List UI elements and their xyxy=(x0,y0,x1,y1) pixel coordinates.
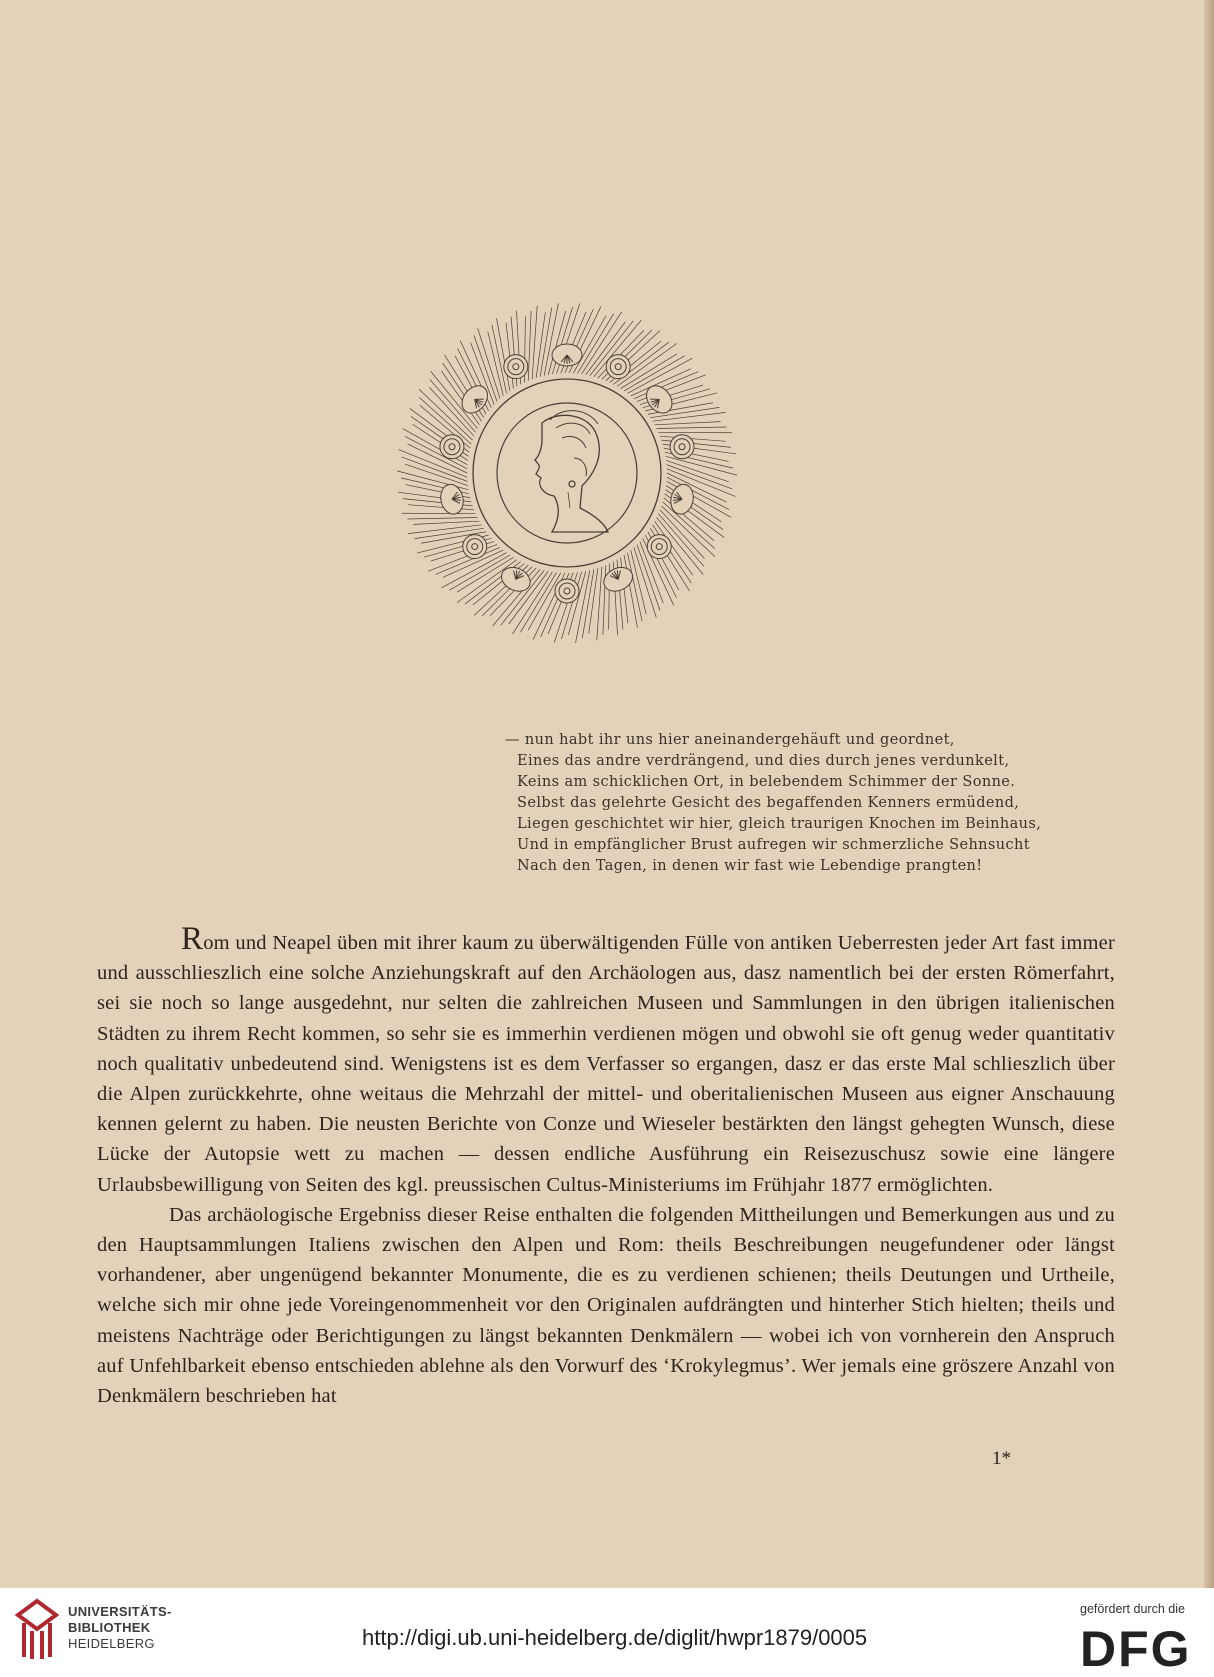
hatch-line xyxy=(666,460,729,481)
permalink-url[interactable]: http://digi.ub.uni-heidelberg.de/diglit/hwpr1879/0005 xyxy=(362,1625,868,1650)
signature-mark: 1* xyxy=(992,1448,1011,1469)
hatch-line xyxy=(603,565,606,635)
sponsor-caption: gefördert durch die xyxy=(1080,1602,1185,1616)
rosette-icon xyxy=(504,355,528,379)
verse-line: Und in empfänglicher Brust aufregen wir schmerzliche Sehnsucht xyxy=(517,837,1030,853)
epigraph-verse xyxy=(505,730,1065,877)
hatch-line xyxy=(528,311,531,381)
ornament-ring xyxy=(438,344,696,603)
library-line: UNIVERSITÄTS- xyxy=(68,1604,172,1619)
hatch-line xyxy=(532,306,537,380)
rosette-icon xyxy=(555,579,579,603)
palmette-icon xyxy=(641,381,677,418)
drop-capital: R xyxy=(181,921,204,957)
verse-line: Nach den Tagen, in denen wir fast wie Lebendige prangten! xyxy=(517,858,983,874)
hatch-line xyxy=(667,465,733,489)
hatch-line xyxy=(402,457,468,481)
hatch-line xyxy=(655,422,721,425)
hatch-line xyxy=(634,547,656,617)
verse-line: — nun habt ihr uns hier aneinandergehäuft und geordnet, xyxy=(505,732,955,748)
hatch-line xyxy=(413,521,479,524)
engraved-emblem-icon xyxy=(392,298,742,648)
verse-line: Eines das andre verdrängend, und dies durch jenes verdunkelt, xyxy=(517,753,1010,769)
library-line: BIBLIOTHEK xyxy=(68,1620,151,1635)
verse-line: Keins am schicklichen Ort, in belebendem Schimmer der Sonne. xyxy=(517,774,1016,790)
palmette-icon xyxy=(498,563,535,596)
rosette-icon xyxy=(670,435,694,459)
hatch-line xyxy=(660,436,726,441)
library-name xyxy=(68,1604,172,1652)
palmette-icon xyxy=(552,344,582,366)
library-line: HEIDELBERG xyxy=(68,1636,155,1651)
ub-heidelberg-logo-icon xyxy=(14,1597,60,1663)
paragraph: Das archäologische Ergebniss dieser Reise enthalten die folgenden Mittheilungen und Bemerkungen aus und zu den Hauptsammlungen Italiens zwischen den Alpen und Rom: theils Beschreibungen neugefundener oder längst vorhandener, aber ungenügend bekannter Monumente, die es zu verdienen schienen; theils Deutungen und Urtheile, welche sich mir ohne jede Voreingenommenheit vor den Originalen aufdrängten und hinterher Stich hielten; theils und meistens Nachträge oder Berichtigungen zu längst bekannten Denkmälern — wobei ich von vornherein den Anspruch auf Unfehlbarkeit ebenso entschieden ablehne als den Vorwurf des ‘Krokylegmus’. Wer jemals eine gröszere Anzahl von Denkmälern beschrieben hat xyxy=(97,1203,1115,1408)
palmette-icon xyxy=(668,482,696,516)
rosette-icon xyxy=(440,435,464,459)
hatch-line xyxy=(408,517,478,519)
hatch-line xyxy=(653,412,726,421)
rosette-icon xyxy=(647,535,671,559)
dfg-logo-icon xyxy=(1078,1622,1198,1670)
hatch-line xyxy=(597,567,602,641)
hatch-line xyxy=(536,312,545,377)
body-text xyxy=(97,921,1115,1411)
book-spine-edge xyxy=(1204,0,1214,1588)
hatch-line xyxy=(405,464,468,485)
hatch-line xyxy=(589,568,598,633)
hatch-line xyxy=(408,525,481,534)
rosette-icon xyxy=(463,535,487,559)
verse-line: Selbst das gelehrte Gesicht des begaffenden Kenners ermüdend, xyxy=(517,795,1020,811)
hatch-line xyxy=(657,427,727,429)
paragraph xyxy=(97,921,1115,1200)
rosette-icon xyxy=(606,355,630,379)
paragraph-text: om und Neapel üben mit ihrer kaum zu überwältigenden Fülle von antiken Ueberresten jeder Art fast immer und ausschlieszlich eine solche Anziehungskraft auf den Archäologen aus, dasz namentlich bei der ersten Römerfahrt, sei sie noch so lange ausgedehnt, nur selten die zahlreichen Museen und Sammlungen in den übrigen italienischen Städten zu ihrem Recht kommen, so sehr sie es immerhin verdienen mögen und obwohl sie oft genug weder quantitativ noch qualitativ unbedeutend sind. Wenigstens ist es dem Verfasser so ergangen, dasz er das erste Mal schlieszlich über die Alpen zurückkehrte, ohne weitaus die Mehrzahl der mittel- und oberitalienischen Museen aus eigner Anschauung kennen gelernt zu haben. Die neusten Berichte von Conze und Wieseler bestärkten den längst gehegten Wunsch, diese Lücke der Autopsie wett zu machen — dessen endliche Ausführung ein Reisezuschusz sowie eine längere Urlaubsbewilligung von Seiten des kgl. preussischen Cultus-Ministeriums im Frühjahr 1877 ermöglichten. xyxy=(97,932,1115,1196)
digitization-footer xyxy=(0,1588,1214,1677)
verse-line: Liegen geschichtet wir hier, gleich traurigen Knochen im Beinhaus, xyxy=(517,816,1042,832)
profile-head-icon xyxy=(535,411,608,532)
hatch-line xyxy=(408,505,474,510)
dfg-logo-text: DFG xyxy=(1080,1622,1192,1670)
